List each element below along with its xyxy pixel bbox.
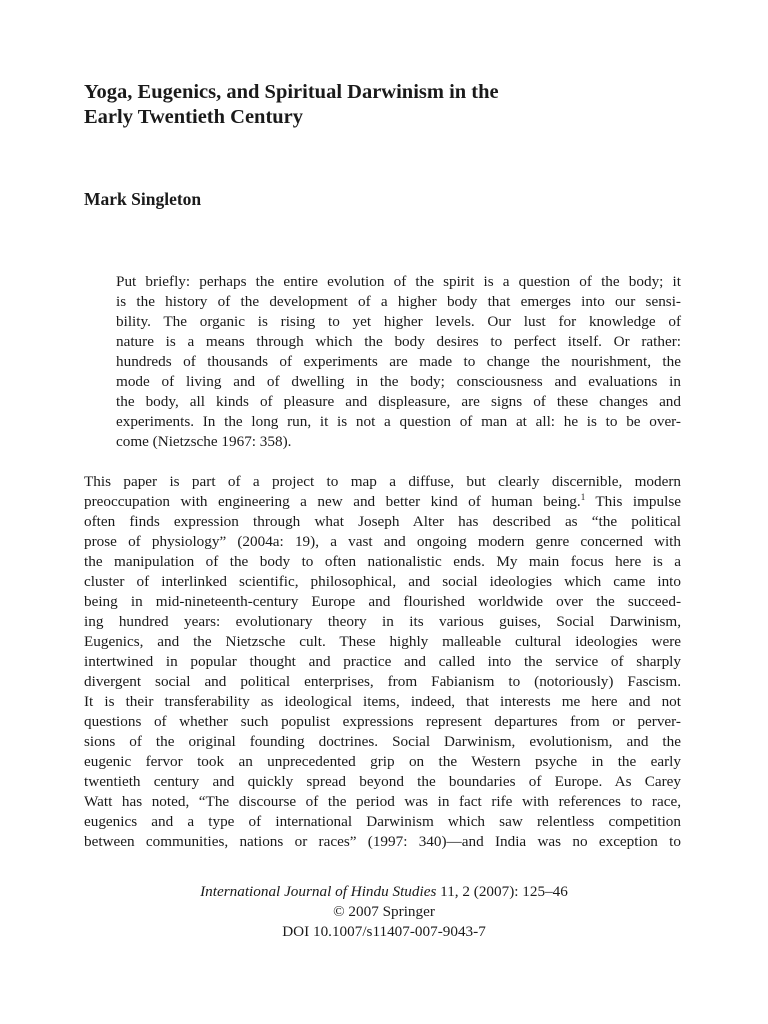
epigraph-line: the body, all kinds of pleasure and displeasure, are signs of these changes and <box>116 393 681 410</box>
epigraph-line: mode of living and of dwelling in the body; consciousness and evaluations in <box>116 373 681 390</box>
body-line: divergent social and political enterprises, from Fabianism to (notoriously) Fascism. <box>84 673 681 690</box>
body-paragraph <box>84 472 681 852</box>
epigraph-line: experiments. In the long run, it is not a question of man at all: he is to be over- <box>116 413 681 430</box>
body-line: Watt has noted, “The discourse of the period was in fact rife with references to race, <box>84 793 681 810</box>
copyright-line: © 2007 Springer <box>333 903 435 920</box>
epigraph-line: nature is a means through which the body desires to perfect itself. Or rather: <box>116 333 681 350</box>
body-line: It is their transferability as ideological items, indeed, that interests me here and not <box>84 693 681 710</box>
body-line-text: This impulse <box>585 493 681 510</box>
body-line: often finds expression through what Joseph Alter has described as “the political <box>84 513 681 530</box>
author-name: Mark Singleton <box>84 189 202 209</box>
body-line <box>84 492 681 512</box>
body-line: ing hundred years: evolutionary theory in its various guises, Social Darwinism, <box>84 613 681 630</box>
body-line: intertwined in popular thought and practice and called into the service of sharply <box>84 653 681 670</box>
article-title <box>84 80 704 130</box>
body-line: cluster of interlinked scientific, philosophical, and social ideologies which came into <box>84 573 681 590</box>
body-line: the manipulation of the body to often nationalistic ends. My main focus here is a <box>84 553 681 570</box>
body-line: eugenics and a type of international Darwinism which saw relentless competition <box>84 813 681 830</box>
body-line: being in mid-nineteenth-century Europe and flourished worldwide over the succeed- <box>84 593 681 610</box>
volume-pages: 11, 2 (2007): 125–46 <box>436 883 568 900</box>
title-line: Yoga, Eugenics, and Spiritual Darwinism in the <box>84 81 499 103</box>
body-line: eugenic fervor took an unprecedented grip on the Western psyche in the early <box>84 753 681 770</box>
body-line: This paper is part of a project to map a diffuse, but clearly discernible, modern <box>84 473 681 490</box>
citation-footer <box>0 882 768 942</box>
epigraph-line: come (Nietzsche 1967: 358). <box>116 433 292 450</box>
body-line: prose of physiology” (2004a: 19), a vast and ongoing modern genre concerned with <box>84 533 681 550</box>
journal-citation <box>0 882 768 902</box>
body-line: sions of the original founding doctrines. Social Darwinism, evolutionism, and the <box>84 733 681 750</box>
epigraph-line: bility. The organic is rising to yet higher levels. Our lust for knowledge of <box>116 313 681 330</box>
body-line-text: preoccupation with engineering a new and better kind of human being. <box>84 493 581 510</box>
epigraph-line: Put briefly: perhaps the entire evolution of the spirit is a question of the body; it <box>116 273 681 290</box>
epigraph-line: is the history of the development of a higher body that emerges into our sensi- <box>116 293 681 310</box>
journal-name: International Journal of Hindu Studies <box>200 883 437 900</box>
title-line: Early Twentieth Century <box>84 106 304 128</box>
body-line: Eugenics, and the Nietzsche cult. These highly malleable cultural ideologies were <box>84 633 681 650</box>
doi-line: DOI 10.1007/s11407-007-9043-7 <box>282 923 486 940</box>
body-line: questions of whether such populist expressions represent departures from or perver- <box>84 713 681 730</box>
footnote-marker[interactable]: 1 <box>580 492 586 502</box>
epigraph-quote <box>116 272 681 452</box>
body-line: between communities, nations or races” (1997: 340)—and India was no exception to <box>84 833 681 850</box>
epigraph-line: hundreds of thousands of experiments are made to change the nourishment, the <box>116 353 681 370</box>
body-line: twentieth century and quickly spread beyond the boundaries of Europe. As Carey <box>84 773 681 790</box>
